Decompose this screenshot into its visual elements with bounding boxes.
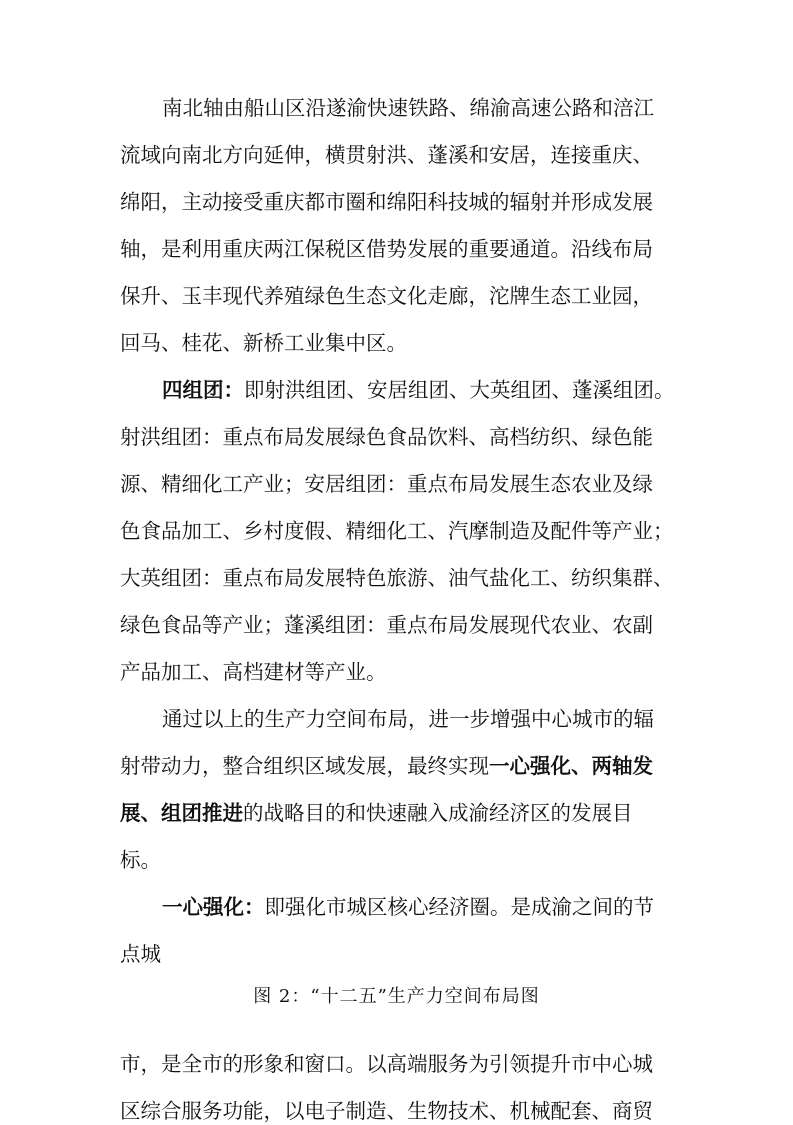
paragraph-2-line-6: 绿色食品等产业；蓬溪组团：重点布局发展现代农业、农副 — [120, 613, 653, 637]
paragraph-3-line-1: 通过以上的生产力空间布局，进一步增强中心城市的辐 — [162, 707, 654, 731]
continuation-line-1: 市，是全市的形象和窗口。以高端服务为引领提升市中心城 — [120, 1052, 653, 1076]
paragraph-3-line-4: 标。 — [120, 848, 161, 872]
continuation-line-2: 区综合服务功能，以电子制造、生物技术、机械配套、商贸 — [120, 1099, 653, 1123]
paragraph-3-line-3-post: 的战略目的和快速融入成渝经济区的发展目 — [243, 801, 633, 825]
paragraph-1-line-1: 南北轴由船山区沿遂渝快速铁路、绵渝高速公路和涪江 — [162, 96, 654, 120]
paragraph-4-line-1 — [0, 893, 793, 921]
paragraph-4-lead: 一心强化： — [162, 895, 265, 919]
paragraph-1-line-6: 回马、桂花、新桥工业集中区。 — [120, 331, 407, 355]
paragraph-2-lead: 四组团： — [162, 378, 244, 402]
paragraph-2-line-3: 源、精细化工产业；安居组团：重点布局发展生态农业及绿 — [120, 472, 653, 496]
paragraph-2-line-1 — [0, 376, 793, 404]
paragraph-2-first-rest: 即射洪组团、安居组团、大英组团、蓬溪组团。 — [244, 378, 675, 402]
paragraph-4-line-2: 点城 — [120, 942, 161, 966]
paragraph-2-line-7: 产品加工、高档建材等产业。 — [120, 660, 387, 684]
paragraph-2-line-2: 射洪组团：重点布局发展绿色食品饮料、高档纺织、绿色能 — [120, 425, 653, 449]
paragraph-1-line-4: 轴，是利用重庆两江保税区借势发展的重要通道。沿线布局 — [120, 237, 653, 261]
paragraph-2-line-5: 大英组团：重点布局发展特色旅游、油气盐化工、纺织集群、 — [120, 566, 674, 590]
paragraph-4-first-rest: 即强化市城区核心经济圈。是成渝之间的节 — [264, 895, 654, 919]
paragraph-1-line-2: 流域向南北方向延伸，横贯射洪、蓬溪和安居，连接重庆、 — [120, 143, 653, 167]
paragraph-1-line-3: 绵阳，主动接受重庆都市圈和绵阳科技城的辐射并形成发展 — [120, 190, 653, 214]
paragraph-3-line-3-bold: 展、组团推进 — [120, 801, 243, 825]
paragraph-3-line-3 — [0, 799, 793, 827]
paragraph-2-line-4: 色食品加工、乡村度假、精细化工、汽摩制造及配件等产业； — [120, 519, 674, 543]
paragraph-1-line-5: 保升、玉丰现代养殖绿色生态文化走廊，沱牌生态工业园， — [120, 284, 653, 308]
figure-caption: 图 2：“十二五”生产力空间布局图 — [253, 986, 540, 1007]
paragraph-3-line-2-pre: 射带动力，整合组织区域发展，最终实现 — [120, 754, 489, 778]
paragraph-3-line-2 — [0, 752, 793, 780]
paragraph-3-line-2-bold: 一心强化、两轴发 — [489, 754, 653, 778]
